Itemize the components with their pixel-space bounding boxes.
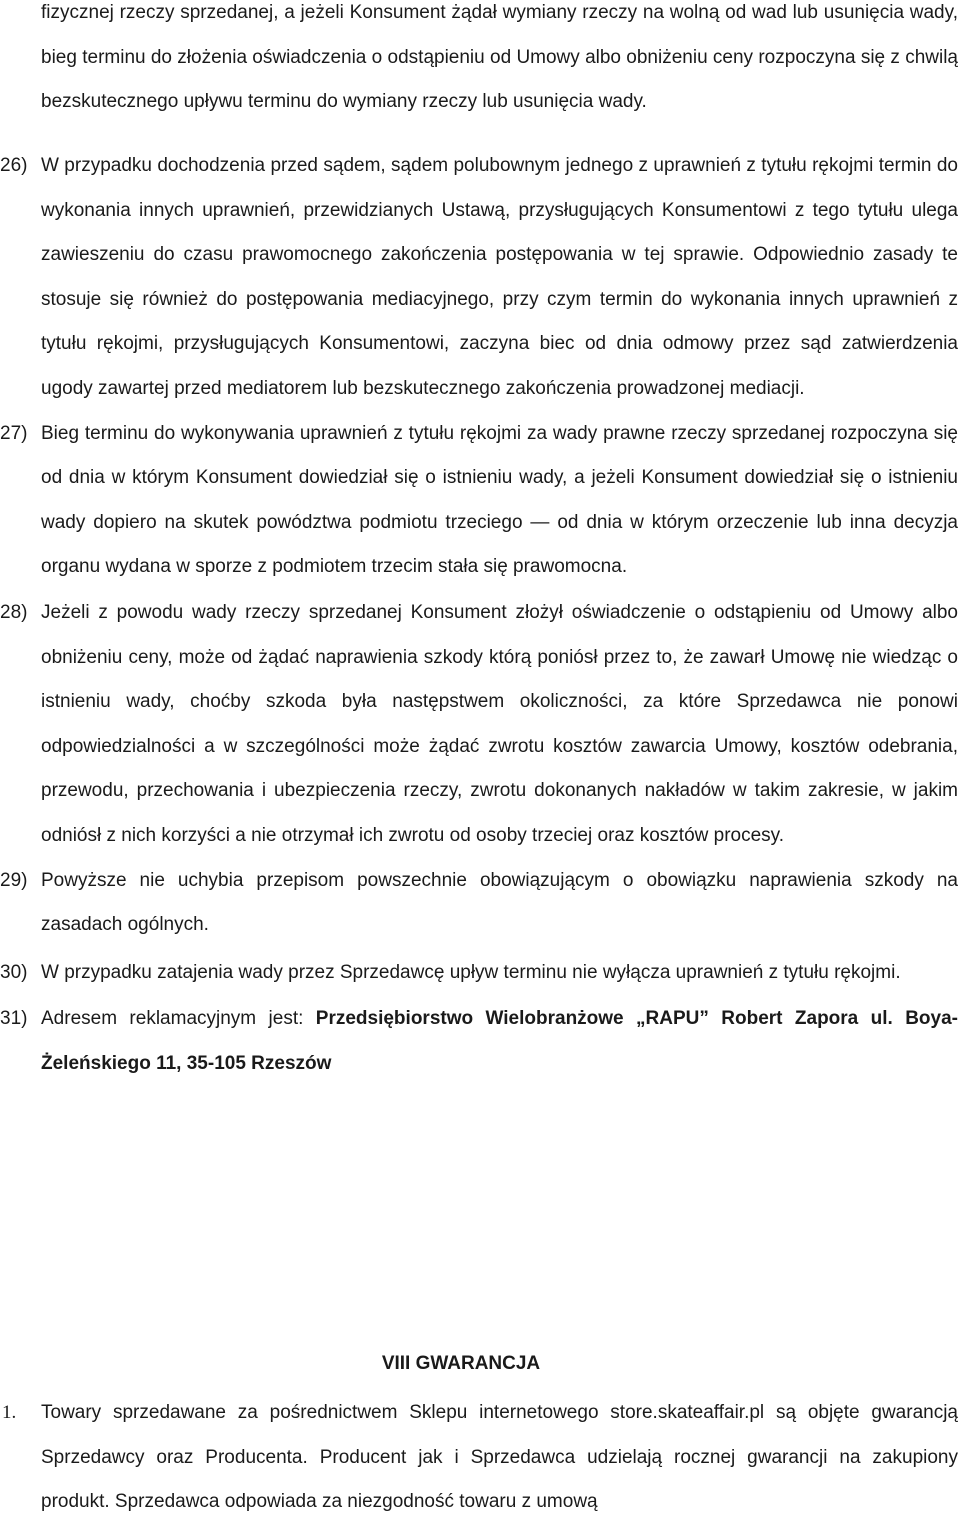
item-text: W przypadku dochodzenia przed sądem, sądem polubownym jednego z uprawnień z tytułu rękojmi termin do wykonania innych uprawnień, przewidzianych Ustawą, przysługujących Konsumentowi z tego tytułu ulega zawieszeniu do czasu prawomocnego zakończenia postępowania w tej sprawie. Odpowiednio zasady te stosuje się również do postępowania mediacyjnego, przy czym termin do wykonania innych uprawnień z tytułu rękojmi, przysługujących Konsumentowi, zaczyna biec od dnia odmowy przez sąd zatwierdzenia ugody zawartej przed mediatorem lub bezskutecznego zakończenia prowadzonej mediacji.	[41, 155, 958, 399]
item-text: Jeżeli z powodu wady rzeczy sprzedanej Konsument złożył oświadczenie o odstąpieniu od Umowy albo obniżeniu ceny, może od żądać naprawienia szkody którą poniósł przez to, że zawarł Umowę nie wiedząc o istnieniu wady, choćby szkoda była następstwem okoliczności, za które Sprzedawca nie ponowi odpowiedzialności a w szczególności może żądać zwrotu kosztów zawarcia Umowy, kosztów odebrania, przewodu, przechowania i ubezpieczenia rzeczy, zwrotu dokonanych nakładów w takim zakresie, w jakim odniósł z nich korzyści a nie otrzymał ich zwrotu od osoby trzeciej oraz kosztów procesy.	[41, 601, 958, 846]
item-text: Adresem reklamacyjnym jest:	[41, 1008, 316, 1030]
item-number: 28)	[0, 601, 28, 623]
list-item-27	[0, 412, 958, 590]
item-number: 27)	[0, 422, 28, 444]
list-item-29	[0, 859, 958, 948]
item-number: 30)	[0, 961, 28, 983]
complaint-address: Przedsiębiorstwo Wielobranżowe „RAPU” Robert Zapora ul. Boya-Żeleńskiego 11, 35-105 Rzeszów	[41, 1008, 958, 1074]
guarantee-item-1	[0, 1391, 958, 1525]
guarantee-list	[0, 1391, 960, 1525]
list-item-26	[0, 144, 958, 412]
item-number: 1.	[2, 1402, 17, 1423]
item-number: 29)	[0, 869, 28, 891]
item-text: Bieg terminu do wykonywania uprawnień z tytułu rękojmi za wady prawne rzeczy sprzedanej rozpoczyna się od dnia w którym Konsument dowiedział się o istnieniu wady, a jeżeli Konsument dowiedział się o istnieniu wady dopiero na skutek powództwa podmiotu trzeciego — od dnia w którym orzeczenie lub inna decyzja organu wydana w sporze z podmiotem trzecim stała się prawomocna.	[41, 422, 958, 578]
numbered-list	[0, 144, 960, 1086]
list-item-31	[0, 997, 958, 1086]
item-number: 26)	[0, 155, 28, 176]
item-number: 31)	[0, 1008, 28, 1030]
item-text: Powyższe nie uchybia przepisom powszechnie obowiązującym o obowiązku naprawienia szkody na zasadach ogólnych.	[41, 869, 958, 936]
list-item-30	[0, 951, 958, 996]
section-heading: VIII GWARANCJA	[381, 1353, 541, 1374]
item-text: W przypadku zatajenia wady przez Sprzedawcę upływ terminu nie wyłącza uprawnień z tytułu rękojmi.	[41, 961, 901, 983]
item-text: Towary sprzedawane za pośrednictwem Sklepu internetowego store.skateaffair.pl są objęte gwarancją Sprzedawcy oraz Producenta. Producent jak i Sprzedawca udzielają rocznej gwarancji na zakupiony produkt. Sprzedawca odpowiada za niezgodność towaru z umową	[41, 1402, 958, 1513]
list-item-28	[0, 591, 958, 859]
continuation-paragraph: fizycznej rzeczy sprzedanej, a jeżeli Konsument żądał wymiany rzeczy na wolną od wad lub usunięcia wady, bieg terminu do złożenia oświadczenia o odstąpieniu od Umowy albo obniżeniu ceny rozpoczyna się z chwilą bezskutecznego upływu terminu do wymiany rzeczy lub usunięcia wady.	[41, 2, 958, 113]
